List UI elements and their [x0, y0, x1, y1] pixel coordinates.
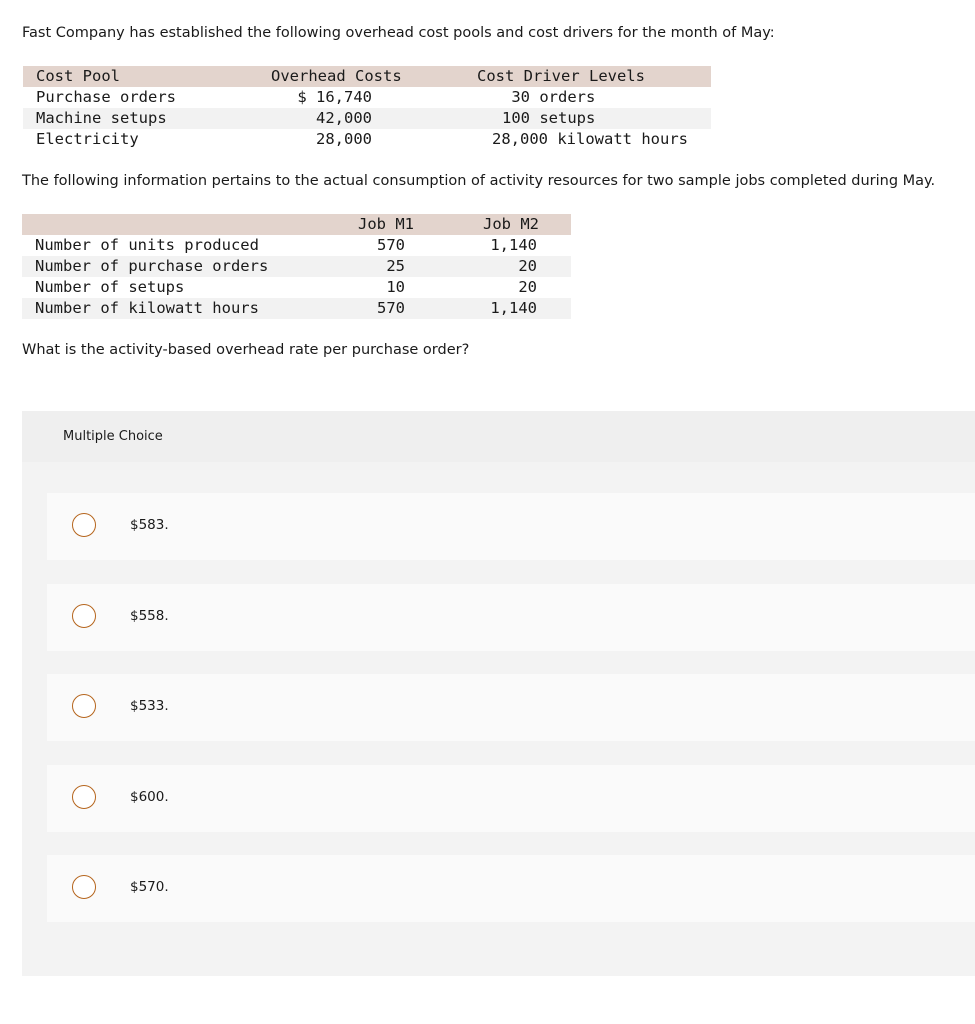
header-overhead-costs: Overhead Costs [271, 67, 402, 85]
job-m2-value: 20 [518, 278, 537, 296]
question-text: What is the activity-based overhead rate per purchase order? [22, 342, 470, 358]
multiple-choice-title: Multiple Choice [63, 429, 163, 444]
consumption-text: The following information pertains to the actual consumption of activity resources for two sample jobs completed during May. [22, 173, 936, 189]
table-row [23, 129, 711, 150]
driver-level-unit: orders [539, 88, 596, 106]
job-m2-value: 1,140 [490, 236, 537, 254]
job-m1-value: 570 [377, 299, 405, 317]
cost-pool-name: Machine setups [36, 109, 167, 127]
row-label: Number of kilowatt hours [35, 299, 259, 317]
driver-level-unit: kilowatt hours [557, 130, 688, 148]
driver-level-unit: setups [539, 109, 596, 127]
row-label: Number of purchase orders [35, 257, 269, 275]
intro-text: Fast Company has established the following overhead cost pools and cost drivers for the month of May: [22, 25, 775, 41]
header-job-m1: Job M1 [358, 215, 414, 233]
header-cost-driver-levels: Cost Driver Levels [477, 67, 645, 85]
multiple-choice-panel [22, 411, 975, 976]
overhead-cost: 28,000 [316, 130, 372, 148]
choice-option-1[interactable] [47, 493, 975, 560]
job-m2-value: 1,140 [490, 299, 537, 317]
table-row [22, 277, 571, 298]
job-m2-value: 20 [518, 257, 537, 275]
cost-pool-table [23, 66, 711, 150]
radio-button-icon[interactable] [72, 785, 96, 809]
job-m1-value: 570 [377, 236, 405, 254]
row-label: Number of setups [35, 278, 185, 296]
choice-label: $570. [130, 879, 169, 895]
table-row [22, 298, 571, 319]
choice-option-4[interactable] [47, 765, 975, 832]
job-m1-value: 25 [386, 257, 405, 275]
driver-level-number: 30 [511, 88, 530, 106]
job-m1-value: 10 [386, 278, 405, 296]
choice-option-2[interactable] [47, 584, 975, 651]
choice-label: $600. [130, 789, 169, 805]
driver-level-number: 100 [502, 109, 530, 127]
choice-option-5[interactable] [47, 855, 975, 922]
choice-label: $558. [130, 608, 169, 624]
header-job-m2: Job M2 [483, 215, 539, 233]
radio-button-icon[interactable] [72, 604, 96, 628]
driver-level-number: 28,000 [492, 130, 548, 148]
job-header-row [22, 214, 571, 235]
overhead-cost: $ 16,740 [297, 88, 372, 106]
radio-button-icon[interactable] [72, 513, 96, 537]
driver-level [468, 129, 688, 150]
row-label: Number of units produced [35, 236, 259, 254]
cost-pool-name: Purchase orders [36, 88, 176, 106]
choice-label: $583. [130, 517, 169, 533]
choice-option-3[interactable] [47, 674, 975, 741]
table-row [22, 256, 571, 277]
overhead-cost: 42,000 [316, 109, 372, 127]
table-row [23, 87, 711, 108]
job-consumption-table [22, 214, 571, 319]
driver-level [468, 108, 595, 129]
radio-button-icon[interactable] [72, 875, 96, 899]
choice-label: $533. [130, 698, 169, 714]
table-row [23, 108, 711, 129]
table-row [22, 235, 571, 256]
cost-pool-name: Electricity [36, 130, 139, 148]
driver-level [468, 87, 595, 108]
radio-button-icon[interactable] [72, 694, 96, 718]
cost-pool-header-row [23, 66, 711, 87]
header-cost-pool: Cost Pool [36, 67, 120, 85]
